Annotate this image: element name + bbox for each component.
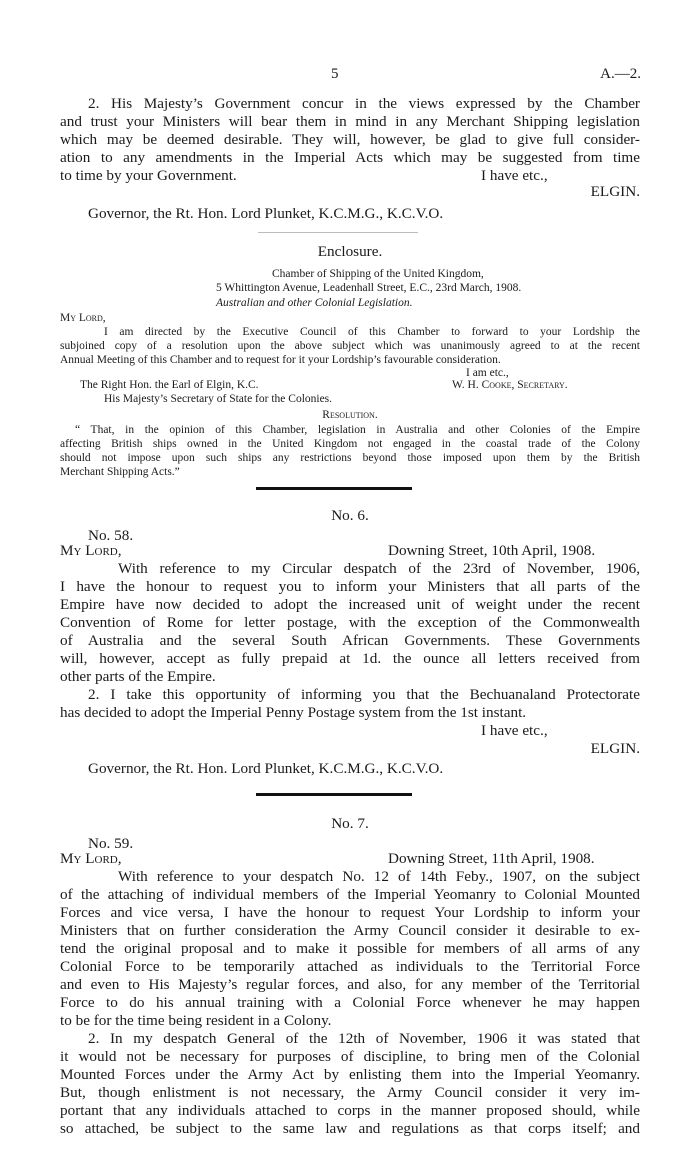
enclosure-recipient-title: His Majesty’s Secretary of State for the Colonies. xyxy=(104,393,333,405)
section-rule xyxy=(256,487,412,490)
text-line: “ That, in the opinion of this Chamber, legislation in Australia and other Colonies of the Empire xyxy=(75,424,640,436)
text-line: affecting British ships owned in the United Kingdom not engaged in the coastal trade of the Colony xyxy=(60,438,640,450)
addressee: Governor, the Rt. Hon. Lord Plunket, K.C.M.G., K.C.V.O. xyxy=(88,205,444,222)
text-line: Ministers that on further consideration the Army Council consider it desirable to ex- xyxy=(60,922,640,939)
addressee: Governor, the Rt. Hon. Lord Plunket, K.C.M.G., K.C.V.O. xyxy=(88,760,444,777)
text-line: Forces and vice versa, I have the honour to request Your Lordship to inform your xyxy=(60,904,640,921)
text-line: But, though enlistment is not necessary, the Army Council consider it very im- xyxy=(60,1084,640,1101)
resolution-title: Resolution. xyxy=(322,409,378,421)
enclosure-closing: I am etc., xyxy=(466,367,509,379)
enclosure-org: Chamber of Shipping of the United Kingdom, xyxy=(272,268,484,280)
section-heading: No. 7. xyxy=(331,815,369,832)
text-line: With reference to my Circular despatch of the 23rd of November, 1906, xyxy=(118,560,640,577)
place-date: Downing Street, 11th April, 1908. xyxy=(388,850,595,867)
text-line: Colonial Force to be temporarily attached as individuals to the Territorial Force xyxy=(60,958,640,975)
text-line: it would not be necessary for purposes of discipline, to bring men of the Colonial xyxy=(60,1048,640,1065)
enclosure-salutation: My Lord, xyxy=(60,312,106,324)
text-line: to be for the time being resident in a Colony. xyxy=(60,1012,332,1029)
text-line: of the attaching of individual members of the Imperial Yeomanry to Colonial Mounted xyxy=(60,886,640,903)
text-line: will, however, accept as fully prepaid at 1d. the ounce all letters received from xyxy=(60,650,640,667)
enclosure-signatory: W. H. Cooke, Secretary. xyxy=(452,379,568,391)
text-line: Force to do his annual training with a Colonial Force whenever he may happen xyxy=(60,994,640,1011)
text-line: subjoined copy of a resolution upon the above subject which was unanimously agreed to at the recent xyxy=(60,340,640,352)
text-line: 2. I take this opportunity of informing you that the Bechuanaland Protectorate xyxy=(88,686,640,703)
text-line: Convention of Rome for letter postage, with the exception of the Commonwealth xyxy=(60,614,640,631)
text-line: I am directed by the Executive Council of this Chamber to forward to your Lordship the xyxy=(104,326,640,338)
text-line: which may be deemed desirable. They will, however, be glad to give full consider- xyxy=(60,131,640,148)
text-line: I have the honour to request you to inform your Ministers that all parts of the xyxy=(60,578,640,595)
enclosure-subject: Australian and other Colonial Legislation. xyxy=(216,297,413,309)
salutation: My Lord, xyxy=(60,542,122,559)
section-rule xyxy=(256,793,412,796)
document-reference: A.—2. xyxy=(600,66,641,82)
text-line: 2. His Majesty’s Government concur in the views expressed by the Chamber xyxy=(88,95,640,112)
despatch-ref: No. 58. xyxy=(88,527,134,544)
text-line: of Australia and the several South African Governments. These Governments xyxy=(60,632,640,649)
text-line: Mounted Forces under the Army Act by enlisting them into the Imperial Yeomanry. xyxy=(60,1066,640,1083)
page-number: 5 xyxy=(331,66,339,82)
enclosure-recipient: The Right Hon. the Earl of Elgin, K.C. xyxy=(80,379,259,391)
page-header xyxy=(0,66,700,86)
text-line: Annual Meeting of this Chamber and to request for it your Lordship’s favourable consideration. xyxy=(60,354,501,366)
text-line: and even to His Majesty’s regular forces, and also, for any member of the Territorial xyxy=(60,976,640,993)
text-line: Merchant Shipping Acts.” xyxy=(60,466,180,478)
place-date: Downing Street, 10th April, 1908. xyxy=(388,542,596,559)
salutation: My Lord, xyxy=(60,850,122,867)
text-line: should not impose upon such ships any restrictions beyond those imposed upon them by the British xyxy=(60,452,640,464)
signature: ELGIN. xyxy=(590,183,640,200)
text-line: to time by your Government. xyxy=(60,167,237,184)
text-line: and trust your Ministers will bear them in mind in any Merchant Shipping legislation xyxy=(60,113,640,130)
divider xyxy=(258,232,418,233)
signature: ELGIN. xyxy=(590,740,640,757)
closing: I have etc., xyxy=(481,167,548,184)
closing: I have etc., xyxy=(481,722,548,739)
section-heading: No. 6. xyxy=(331,507,369,524)
enclosure-address: 5 Whittington Avenue, Leadenhall Street, E.C., 23rd March, 1908. xyxy=(216,282,522,294)
text-line: ation to any amendments in the Imperial Acts which may be suggested from time xyxy=(60,149,640,166)
despatch-ref: No. 59. xyxy=(88,835,134,852)
text-line: Empire have now decided to adopt the increased unit of weight under the recent xyxy=(60,596,640,613)
enclosure-title: Enclosure. xyxy=(317,243,383,260)
text-line: portant that any individuals attached to corps in the manner proposed should, while xyxy=(60,1102,640,1119)
text-line: has decided to adopt the Imperial Penny Postage system from the 1st instant. xyxy=(60,704,527,721)
text-line: tend the original proposal and to make it possible for members of all arms of any xyxy=(60,940,640,957)
text-line: 2. In my despatch General of the 12th of November, 1906 it was stated that xyxy=(88,1030,640,1047)
text-line: so attached, be subject to the same law and regulations as that corps itself; and xyxy=(60,1120,640,1137)
text-line: With reference to your despatch No. 12 of 14th Feby., 1907, on the subject xyxy=(118,868,640,885)
text-line: other parts of the Empire. xyxy=(60,668,216,685)
